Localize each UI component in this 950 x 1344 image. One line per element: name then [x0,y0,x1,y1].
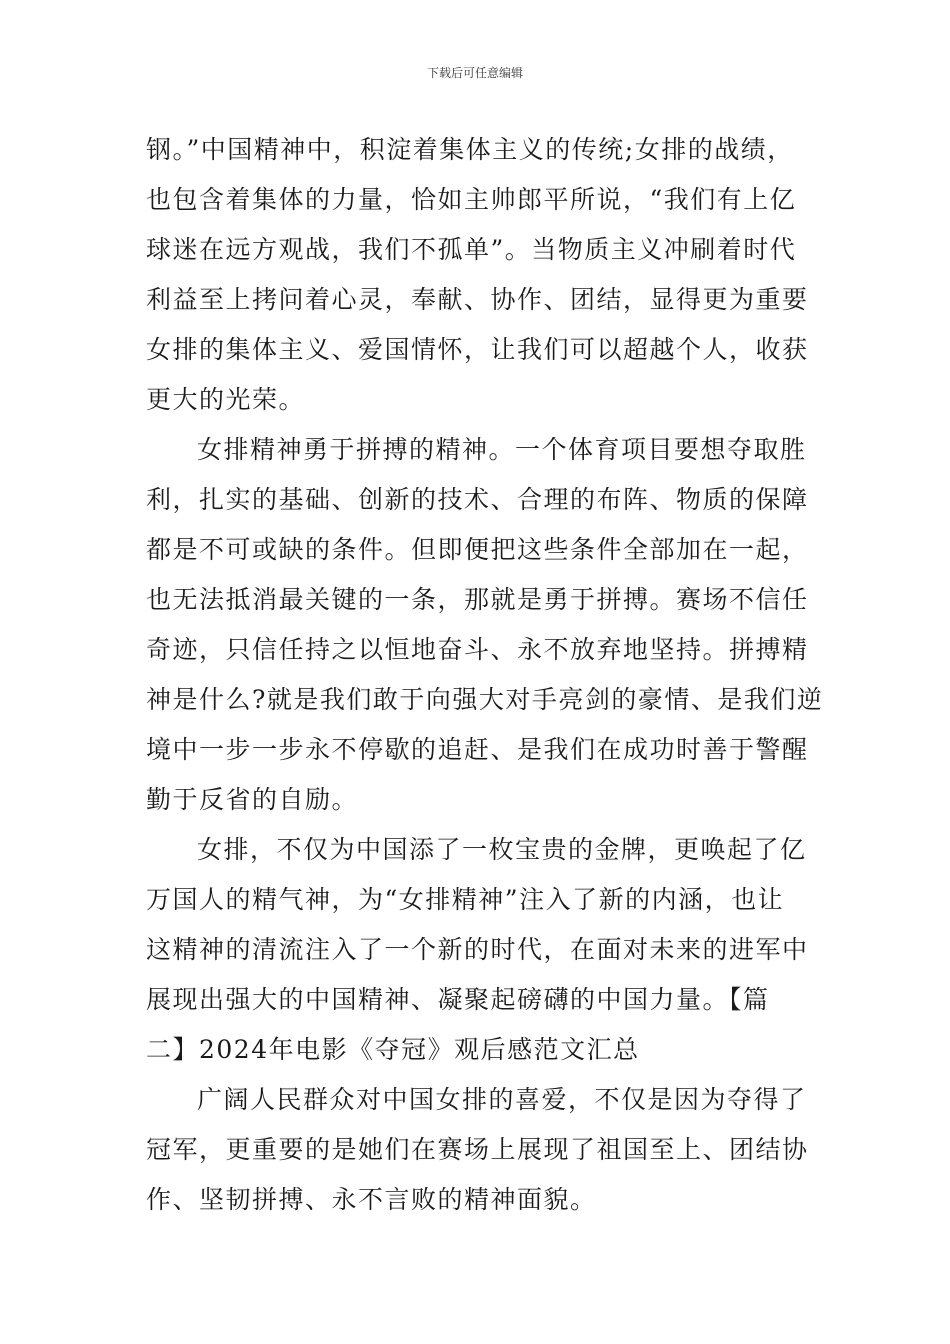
text-line: 神是什么?就是我们敢于向强大对手亮剑的豪情、是我们逆 [146,685,824,714]
text-line: 境中一步一步永不停歇的追赶、是我们在成功时善于警醒 [146,735,809,764]
body-text [146,125,824,1225]
text-line: 更大的光荣。 [146,385,306,414]
paragraph-start-line: 女排精神勇于拼搏的精神。一个体育项目要想夺取胜 [197,435,807,464]
text-line: 勤于反省的自励。 [146,785,359,814]
text-line: 都是不可或缺的条件。但即便把这些条件全部加在一起， [146,535,809,564]
text-line: 利，扎实的基础、创新的技术、合理的布阵、物质的保障 [146,485,809,514]
text-line: 这精神的清流注入了一个新的时代，在面对未来的进军中 [146,935,809,964]
text-line: 作、坚韧拼搏、永不言败的精神面貌。 [146,1185,597,1214]
text-line: 钢。”中国精神中，积淀着集体主义的传统;女排的战绩， [146,135,794,164]
text-line: 万国人的精气神，为“女排精神”注入了新的内涵，也让 [146,885,785,914]
text-line: 也无法抵消最关键的一条，那就是勇于拼搏。赛场不信任 [146,585,809,614]
paragraph-start-line: 广阔人民群众对中国女排的喜爱，不仅是因为夺得了 [197,1085,807,1114]
paragraph-start-line: 女排，不仅为中国添了一枚宝贵的金牌，更唤起了亿 [197,835,807,864]
text-line: 利益至上拷问着心灵，奉献、协作、团结，显得更为重要 [146,285,809,314]
text-line: 球迷在远方观战，我们不孤单”。当物质主义冲刷着时代 [146,235,797,264]
text-line: 展现出强大的中国精神、凝聚起磅礴的中国力量。【篇 [146,985,770,1014]
text-line: 冠军，更重要的是她们在赛场上展现了祖国至上、团结协 [146,1135,809,1164]
text-line: 女排的集体主义、爱国情怀，让我们可以超越个人，收获 [146,335,809,364]
section-heading-line: 二】2024年电影《夺冠》观后感范文汇总 [146,1035,640,1064]
page-header: 下载后可任意编辑 [426,66,523,80]
text-line: 奇迹，只信任持之以恒地奋斗、永不放弃地坚持。拼搏精 [146,635,809,664]
text-line: 也包含着集体的力量，恰如主帅郎平所说，“我们有上亿 [146,185,797,214]
